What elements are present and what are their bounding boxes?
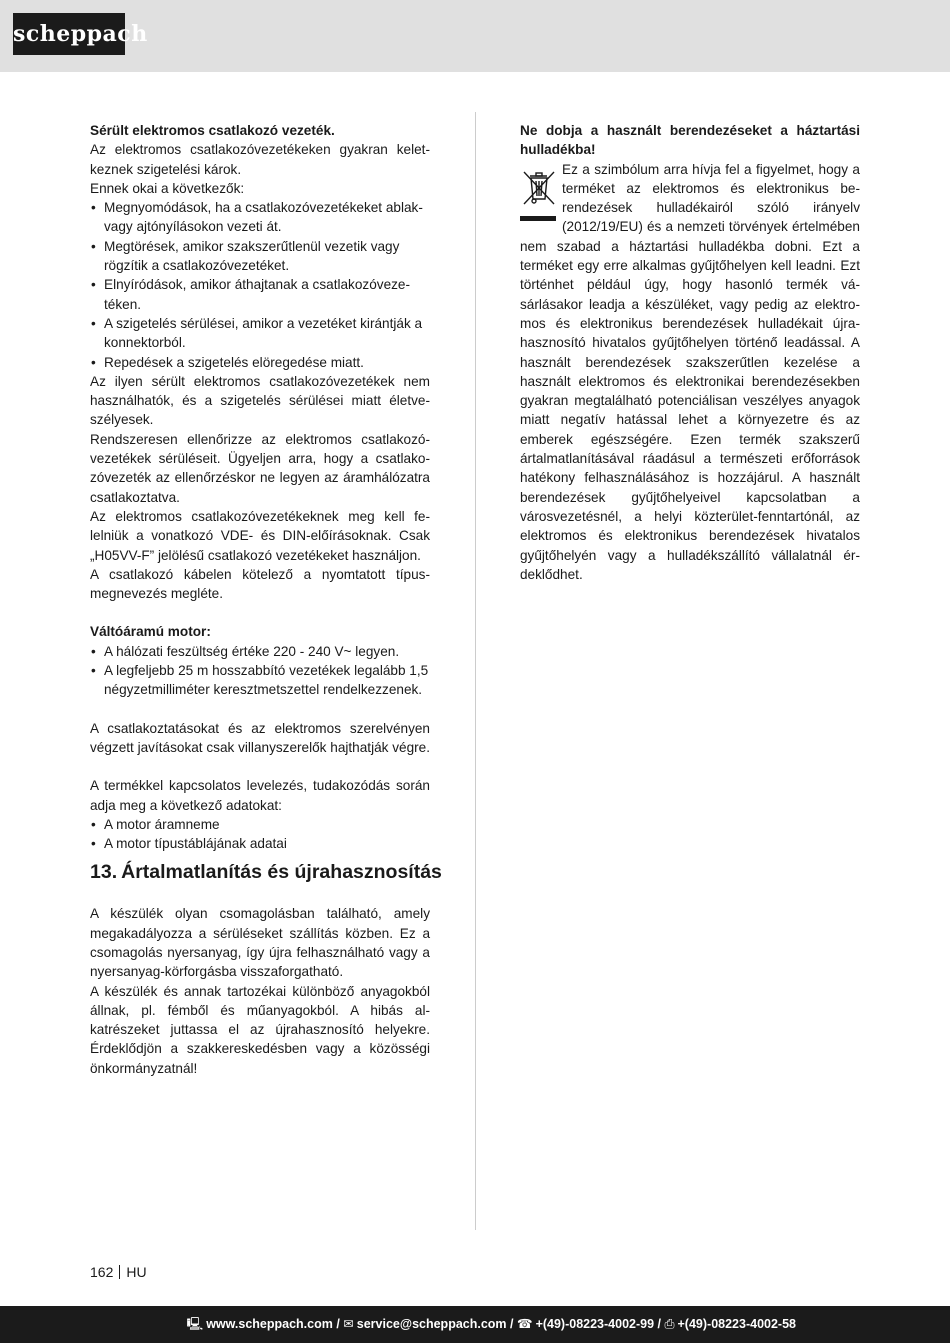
section-number: 13. (90, 861, 118, 884)
paragraph: A készülék olyan csomagolásban található, amely megakadályozza a sérüléseket szállítás közben. Ez a csomagolás nyersanyag, így újra felhasználható vagy a nyersanyag-körforgásba visszaforgatható. (90, 906, 430, 980)
disposal-heading: Ne dobja a használt berendezéseket a háztartási hulladékba! (520, 123, 860, 158)
footer-web-link[interactable]: www.scheppach.com / (206, 1317, 340, 1331)
causes-list (90, 198, 430, 372)
damaged-cable-heading: Sérült elektromos csatlakozó vezeték. (90, 123, 335, 138)
phone-icon: ☎︎ (516, 1317, 533, 1331)
paragraph: Az ilyen sérült elektromos csatlakozóvezetékek nem használhatók, és a szigetelés sérülései miatt életveszélyesek. (90, 373, 430, 428)
computer-icon: 🖳︎ (186, 1317, 204, 1331)
list-item: • A hálózati feszültség értéke 220 - 240 V~ legyen. (90, 642, 430, 661)
page-header (0, 0, 950, 72)
motor-data-list (90, 815, 430, 854)
paragraph: A készülék és annak tartozékai különböző anyagokból állnak, pl. fémből és műanyagokból. A hibás alkatrészeket juttassa el az újrahasznosító helyekre. Érdeklődjön a szakkereskedésben vagy a közösségi önkormányzatnál! (90, 983, 430, 1076)
list-item: • A motor áramneme (90, 815, 430, 834)
right-column (520, 121, 860, 584)
paragraph: A csatlakoztatásokat és az elektromos szerelvényen végzett javításokat csak villanyszerelők hajthatják végre. (90, 720, 431, 755)
list-item: • A motor típustáblájának adatai (90, 834, 430, 853)
paragraph: Az elektromos csatlakozóvezetékeken gyakran keletkeznek szigetelési károk. (90, 142, 430, 177)
left-column (90, 121, 442, 1078)
ac-motor-list (90, 642, 430, 700)
list-item: • A szigetelés sérülései, amikor a vezetéket kirántják a konnektorból. (90, 314, 430, 353)
crossed-out-wheelie-bin-icon (520, 166, 558, 222)
paragraph: Ennek okai a következők: (90, 180, 245, 196)
fax-icon: ⎙ (664, 1317, 675, 1331)
page-number (90, 1264, 147, 1280)
section-title-text: Ártalmatlanítás és újrahasznosítás (121, 861, 442, 884)
scheppach-logo: scheppach (13, 13, 125, 55)
ac-motor-heading: Váltóáramú motor: (90, 624, 211, 640)
footer-fax: +(49)-08223-4002-58 (677, 1317, 796, 1331)
list-item: • Elnyíródások, amikor áthajtanak a csatlakozóvezetéken. (90, 275, 430, 314)
paragraph: Az elektromos csatlakozóvezetékeknek meg kell felelniük a vonatkozó VDE- és DIN-előírásoknak. Csak „H05VV-F” jelölésű csatlakozó vezetékeket használjon. (90, 508, 430, 563)
footer-email-link[interactable]: service@scheppach.com / (356, 1317, 514, 1331)
page-number-value: 162 (90, 1264, 114, 1280)
paragraph: A termékkel kapcsolatos levelezés, tudakozódás során adja meg a következő adatokat: (90, 778, 430, 813)
list-item: • Megtörések, amikor szakszerűtlenül vezetik vagy rögzítik a csatlakozóvezetéket. (90, 237, 430, 276)
list-item: • A legfeljebb 25 m hosszabbító vezetékek legalább 1,5 négyzetmilliméter keresztmetszettel rendelkezzenek. (90, 661, 430, 700)
language-code: HU (126, 1264, 147, 1280)
section-13-title (90, 860, 442, 884)
paragraph: A csatlakozó kábelen kötelező a nyomtatott típusmegnevezés megléte. (90, 566, 430, 602)
envelope-icon: ✉︎ (343, 1317, 354, 1331)
column-divider (475, 112, 476, 1230)
list-item: • Repedések a szigetelés elöregedése miatt. (90, 353, 430, 372)
paragraph: Ez a szimbólum arra hívja fel a figyelmet, hogy a terméket az elektromos és elektronikus berendezések hulladékairól szóló irányelv (2012/19/EU) és a nemzeti törvények értelmében nem szabad a háztartási hulladékba dobni. Ezt a terméket egy erre alkalmas gyűjtőhelyen kell leadni. Ezt történhet például úgy, hogy hasonló termék vásárlásakor leadja a készüléket, vagy pedig az elektromos és elektronikus berendezések hulladékait újrahasznosító hivatalos gyűjtőhelyen történő leadással. A használt berendezések szakszerűtlen kezelése a használt elektromos és elektronikai berendezésekben gyakran megtalálható potenciálisan veszélyes anyagok miatt negatív hatással lehet a környezetre és az emberek egészségére. Ezen termék szakszerű ártalmatlanításával ráadásul a természeti erőforrások hatékony felhasználásához is hozzájárul. A használt berendezések gyűjtőhelyeivel kapcsolatban a városvezetésnél, a helyi közterület-fenntartónál, az elektromos és elektronikus berendezések hivatalos gyűjtőhelyén vagy a hulladékszállító vállalatnál érdeklődhet. (520, 161, 860, 582)
page-footer (0, 1306, 950, 1343)
footer-phone: +(49)-08223-4002-99 / (535, 1317, 661, 1331)
paragraph: Rendszeresen ellenőrizze az elektromos csatlakozóvezetékek sérüléseit. Ügyeljen arra, hogy a csatlakozóvezeték az ellenőrzéskor ne legyen az áramhálózatra csatlakoztatva. (90, 431, 430, 505)
list-item: • Megnyomódások, ha a csatlakozóvezetékeket ablak- vagy ajtónyílásokon vezeti át. (90, 198, 430, 237)
